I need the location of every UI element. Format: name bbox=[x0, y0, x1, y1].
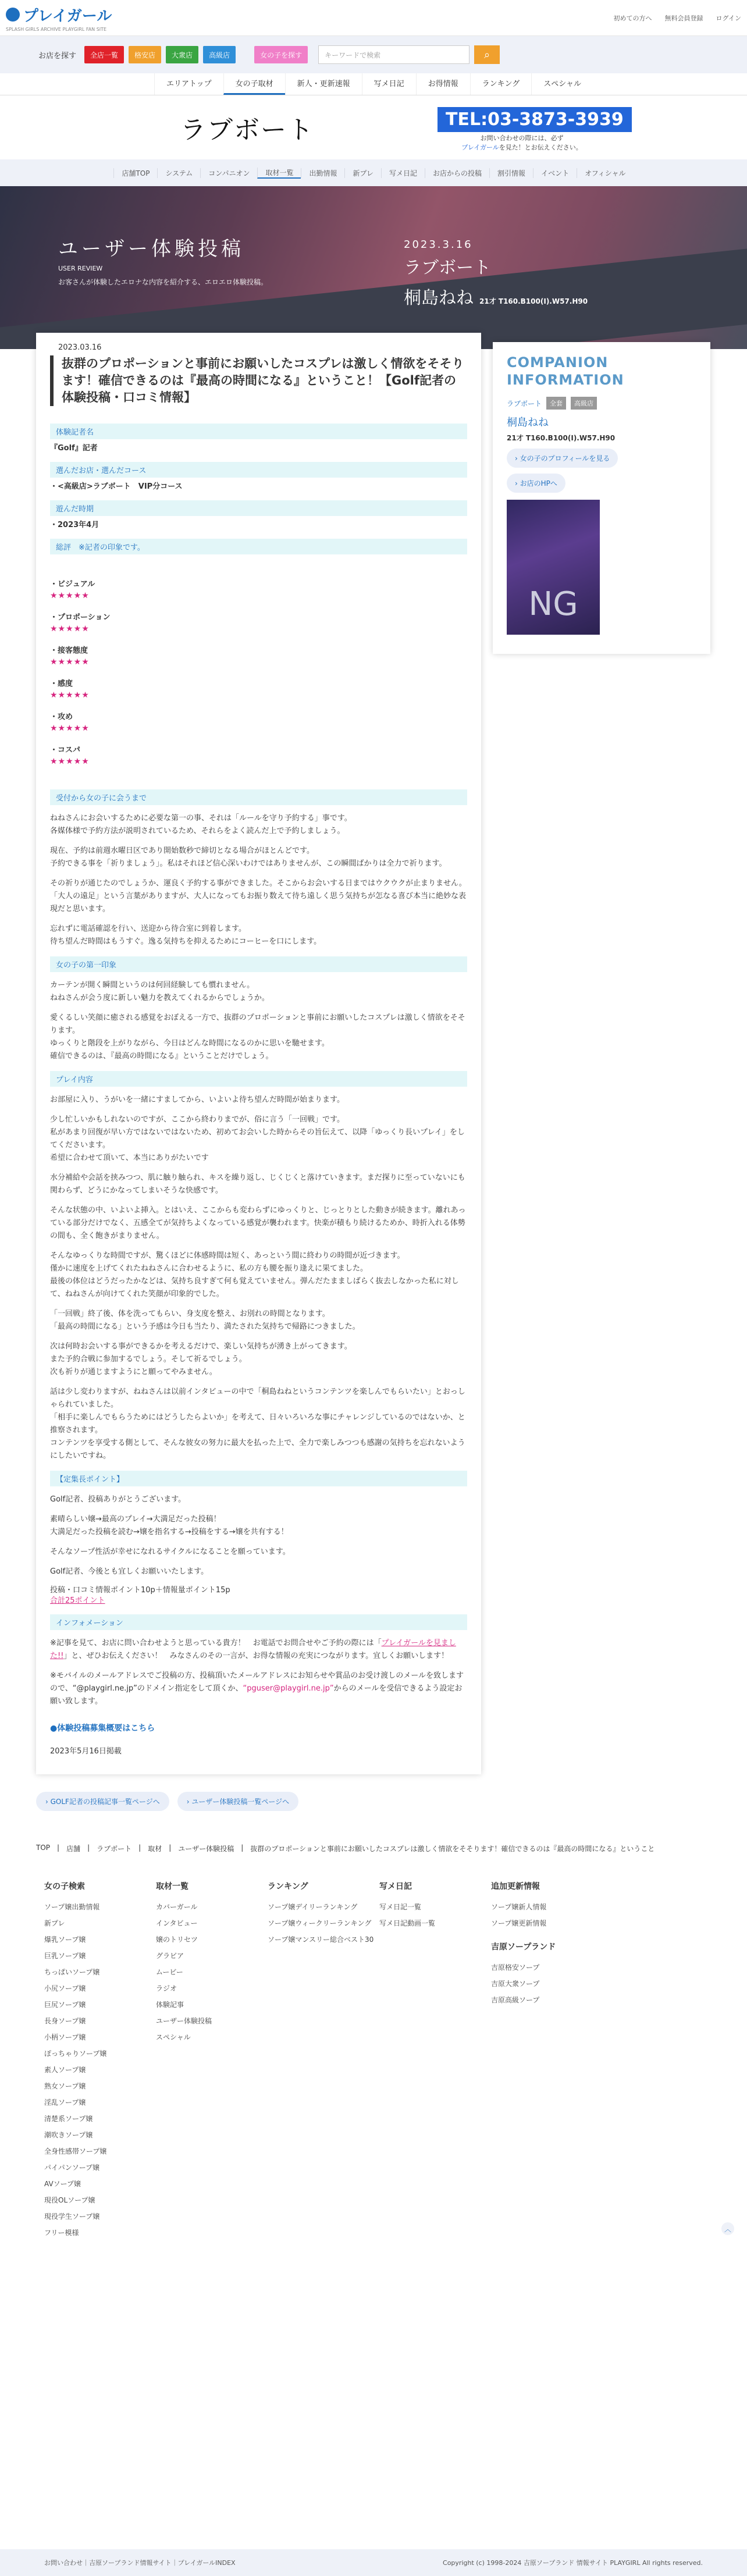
logo-text: プレイガール bbox=[23, 7, 112, 25]
footer-col: 取材一覧 カバーガール インタビュー 嬢のトリセツ グラビア ムービー ラジオ 体験記事 ユーザー体験投稿 スペシャル bbox=[156, 1880, 268, 2241]
footer-link[interactable]: ラジオ bbox=[156, 1984, 177, 1993]
footer-link[interactable]: 体験記事 bbox=[156, 2001, 184, 2009]
section-reception: 受付から女の子に会うまで bbox=[50, 789, 467, 805]
gnav-new[interactable]: 新人・更新速報 bbox=[285, 73, 362, 95]
snav-diary[interactable]: 写メ日記 bbox=[381, 168, 425, 178]
paragraph: ねねさんにお会いするために必要な第一の事、それは「ルールを守り予約する」事です。 各媒体様で予約方法が説明されているため、それらをよく読んだ上で予約しましょう。 bbox=[50, 814, 352, 835]
paragraph: 忘れずに電話確認を行い、送迎から待合室に到着します。 待ち望んだ時間はもうすぐ。逸る気持ちを抑えるためにコーヒーを口にします。 bbox=[50, 924, 322, 946]
breadcrumb: TOP | 店舗 | ラブボート | 取材 | ユーザー体験投稿 | 抜群のプロポーションと事前にお願いしたコスプレは激しく情欲をそそります！確信できるのは『最高の時間になる』ということ bbox=[36, 1844, 655, 1853]
companion-photo[interactable]: NG bbox=[507, 500, 600, 635]
footer-link[interactable]: パイパンソープ嬢 bbox=[44, 2164, 100, 2172]
tag-category: 全套 bbox=[546, 397, 566, 410]
footer-link[interactable]: 写メ日記動画一覧 bbox=[379, 1919, 436, 1927]
first-impression-body bbox=[50, 979, 467, 1063]
section-first-impression: 女の子の第一印象 bbox=[50, 956, 467, 972]
section-course: 選んだお店・選んだコース bbox=[50, 462, 467, 478]
pguser-email[interactable]: “pguser@playgirl.ne.jp” bbox=[243, 1684, 334, 1693]
rating-stars: ★★★★★ bbox=[50, 624, 90, 634]
paragraph: 現在、予約は前週水曜日区であり開始数秒で締切となる場合がほとんどです。 予約できる事を「祈りましょう」。私はそれほど信心深いわけではありませんが、この瞬間ばかりは全力で祈ります。 bbox=[50, 846, 447, 868]
footer-link[interactable]: 熟女ソープ嬢 bbox=[44, 2082, 86, 2090]
footer-col: ランキング ソープ嬢デイリーランキング ソープ嬢ウィークリーランキング ソープ嬢マンスリー総合ベスト30 bbox=[268, 1880, 379, 2241]
snav-new[interactable]: 新プレ bbox=[344, 168, 381, 178]
hero-date: 2023.3.16 bbox=[404, 239, 473, 251]
logo-mark-icon bbox=[6, 8, 20, 22]
tel-note-2: を見た！とお伝えください。 bbox=[499, 144, 582, 151]
points-text: 投稿・口コミ情報ポイント10p＋情報量ポイント15p bbox=[50, 1586, 230, 1595]
crumb-current: 抜群のプロポーションと事前にお願いしたコスプレは激しく情欲をそそります！確信できるのは『最高の時間になる』ということ bbox=[250, 1845, 655, 1853]
footer-link[interactable]: ムービー bbox=[156, 1968, 183, 1976]
paragraph: 「一回戦」終了後、体を洗ってもらい、身支度を整え、お別れの時間となります。 「最高の時間になる」という予感は今日も当たり、満たされた気持ちで帰路につきました。 bbox=[50, 1310, 360, 1331]
snav-event[interactable]: イベント bbox=[533, 168, 577, 178]
snav-official[interactable]: オフィシャル bbox=[577, 168, 633, 178]
logo-tagline: SPLASH GIRLS ARCHIVE PLAYGIRL FAN SITE bbox=[6, 26, 107, 32]
footer-link[interactable]: ユーザー体験投稿 bbox=[156, 2017, 212, 2025]
paragraph: 次は何時お会いする事ができるかを考えるだけで、楽しい気持ちが湧き上がってきます。 また予約合戦に参加するでしょう。そして祈るでしょう。 次も祈りが通じますようにと願ってやみません。 bbox=[50, 1342, 352, 1376]
footer-link[interactable]: 小尻ソープ嬢 bbox=[44, 1984, 86, 1993]
paragraph: 素晴らしい嬢→最高のプレイ→大満足だった投稿！ 大満足だった投稿を読む→嬢を指名する→投稿をする→嬢を共有する！ bbox=[50, 1515, 289, 1536]
footer-link[interactable]: カバーガール bbox=[156, 1903, 198, 1911]
paragraph: そんな状態の中、いよいよ挿入。とはいえ、ここからも変わらずにゆっくりと、じっとりとした動きが続きます。離れあっている部分だけでなく、五感全てが気持ちよくなっている感覚が襲われます。快楽が積もり続けるためか、時折入れる体勢の間も、全く飽きがまりません。 bbox=[50, 1206, 466, 1240]
gnav-deals[interactable]: お得情報 bbox=[416, 73, 470, 95]
scroll-top-icon[interactable]: ︿ bbox=[721, 2222, 734, 2235]
footer-link[interactable]: 爆乳ソープ嬢 bbox=[44, 1935, 86, 1944]
footer-link[interactable]: 潮吹きソープ嬢 bbox=[44, 2131, 93, 2139]
footer-link[interactable]: 吉原格安ソープ bbox=[491, 1963, 540, 1972]
paragraph: 愛くるしい笑顔に癒される感覚をおぼえる一方で、抜群のプロポーションと事前にお願いしたコスプレは激しく情欲をそそります。 ゆっくりと階段を上がりながら、今日はどんな時間になるのかに思いを馳せます。 確信できるのは、『最高の時間になる』ということだけでしょう。 bbox=[50, 1013, 465, 1061]
rating-stars: ★★★★★ bbox=[50, 724, 90, 733]
playgirl-mention: プレイガールを見ました!! bbox=[50, 1639, 456, 1660]
footer-link[interactable]: インタビュー bbox=[156, 1919, 198, 1927]
footer-link[interactable]: 清楚系ソープ嬢 bbox=[44, 2115, 93, 2123]
recruit-link[interactable]: ●体験投稿募集概要はこちら bbox=[50, 1724, 155, 1733]
hero-girl: 桐島ねね bbox=[404, 288, 474, 308]
editor-body bbox=[50, 1493, 467, 1578]
hero-desc: お客さんが体験したエロナな内容を紹介する、エロエロ体験投稿。 bbox=[58, 278, 268, 286]
ratings bbox=[50, 578, 467, 766]
hero-title: ユーザー体験投稿 bbox=[58, 237, 244, 261]
snav-schedule[interactable]: 出勤情報 bbox=[301, 168, 344, 178]
footer-link[interactable]: 巨尻ソープ嬢 bbox=[44, 2001, 86, 2009]
all-shops-button[interactable]: 全店一覧 bbox=[84, 46, 124, 63]
footer-link[interactable]: 吉原大衆ソープ bbox=[491, 1980, 540, 1988]
section-reporter: 体験記者名 bbox=[50, 424, 467, 439]
footer-link[interactable]: ソープ嬢出勤情報 bbox=[44, 1903, 100, 1911]
budget-shops-button[interactable]: 格安店 bbox=[129, 46, 161, 63]
chevron-right-icon: › bbox=[515, 454, 520, 462]
popular-shops-button[interactable]: 大衆店 bbox=[166, 46, 198, 63]
site-logo[interactable] bbox=[6, 4, 112, 32]
crumb-shop[interactable]: ラブボート bbox=[97, 1845, 132, 1853]
footer-link[interactable]: 長身ソープ嬢 bbox=[44, 2017, 86, 2025]
rating-stars: ★★★★★ bbox=[50, 591, 90, 600]
paragraph: お部屋に入り、うがいを一緒にすましてから、いよいよ待ち望んだ時間が始まります。 bbox=[50, 1095, 344, 1104]
companion-name[interactable]: 桐島ねね bbox=[507, 417, 549, 429]
footer-col: 追加更新情報 ソープ嬢新人情報 ソープ嬢更新情報 吉原ソープランド 吉原格安ソープ 吉原大衆ソープ 吉原高級ソープ bbox=[491, 1880, 603, 2241]
section-period: 遊んだ時期 bbox=[50, 500, 467, 516]
footer-link[interactable]: 素人ソープ嬢 bbox=[44, 2066, 86, 2074]
paragraph: その祈りが通じたのでしょうか、運良く予約する事ができました。そこからお会いする日まではウクウクが止まりません。 「大人の遠足」という言葉がありますが、大人になってもお振り数えて待ち遠しく思う気持ちが怎なる喜び本当に絶妙な表現だと思います。 bbox=[50, 879, 467, 913]
rating-item: ・感度 ★★★★★ bbox=[50, 677, 467, 700]
hero-banner bbox=[0, 186, 747, 349]
rating-item: ・攻め ★★★★★ bbox=[50, 710, 467, 733]
paragraph: そんなゆっくりな時間ですが、驚くほどに体感時間は短く、あっという間に終わりの時間が近づきます。 僅かに速度を上げてくれたねねさんに合わせるように、私の方も腰を振り逢えに果てました。 最後の体位はどうだったかなどは、気持ち良すぎて何も覚えていません。弾んだたまましばらく抜去しなかった私に対して、ねねさんが向けてくれた笑顔が印象的でした。 bbox=[50, 1251, 459, 1298]
snav-system[interactable]: システム bbox=[157, 168, 200, 178]
footer-link[interactable]: グラビア bbox=[156, 1952, 184, 1960]
golf-posts-button[interactable]: › GOLF記者の投稿記事一覧ページへ bbox=[36, 1792, 169, 1811]
global-nav bbox=[0, 73, 747, 95]
bottom-buttons bbox=[0, 1774, 747, 1811]
footer-link[interactable]: ソープ嬢ウィークリーランキング bbox=[268, 1919, 372, 1927]
tag-grade: 高級店 bbox=[571, 397, 597, 410]
companion-info-title: COMPANION INFORMATION bbox=[507, 354, 624, 388]
companion-info bbox=[493, 342, 710, 654]
search-bar bbox=[0, 36, 747, 73]
tel-note-1: お問い合わせの際には、必ず bbox=[480, 134, 564, 142]
footer-bar bbox=[0, 2549, 747, 2576]
companion-shop[interactable]: ラブボート bbox=[507, 399, 542, 408]
crumb-report[interactable]: 取材 bbox=[148, 1845, 162, 1853]
article bbox=[36, 333, 481, 1774]
course-value: ・<高級店>ラブボート VIP分コース bbox=[50, 482, 183, 491]
footer-links-text[interactable]: お問い合わせ｜吉原ソープランド情報サイト｜プレイガールINDEX bbox=[44, 2559, 236, 2567]
footer-link[interactable]: 写メ日記一覧 bbox=[379, 1903, 422, 1911]
crumb-top[interactable]: TOP bbox=[36, 1844, 51, 1852]
section-play: プレイ内容 bbox=[50, 1071, 467, 1087]
hero-info bbox=[404, 239, 588, 309]
shop-header bbox=[0, 95, 747, 159]
paragraph: 話は少し変わりますが、ねねさんは以前インタビューの中で「桐島ねねというコンテンツを楽しんでもらいたい」とおっしゃられていました。 「相手に楽しんでもらうためにはどうしたらよいか」を考えて、日々いろいろな事にチャレンジしているのではないか、と推察されます。 コンテンツを享受する側として、そんな彼女の努力に最大を払った上で、全力で楽しみつつも感謝の気持ちを忘れないようにしたいですね。 bbox=[50, 1387, 465, 1460]
footer-col: 写メ日記 写メ日記一覧 写メ日記動画一覧 bbox=[379, 1880, 491, 2241]
footer-link[interactable]: ソープ嬢デイリーランキング bbox=[268, 1903, 358, 1911]
play-body bbox=[50, 1094, 467, 1463]
section-info: インフォメーション bbox=[50, 1614, 467, 1630]
reception-body bbox=[50, 812, 467, 948]
footer-link[interactable]: ソープ嬢新人情報 bbox=[491, 1903, 547, 1911]
register-link[interactable]: 無料会員登録 bbox=[664, 14, 703, 22]
footer-link[interactable]: 現役学生ソープ嬢 bbox=[44, 2212, 100, 2221]
shop-nav bbox=[0, 159, 747, 186]
snav-companion[interactable]: コンパニオン bbox=[200, 168, 257, 178]
companion-spec: 21才 T160.B100(I).W57.H90 bbox=[507, 434, 616, 442]
gnav-area-top[interactable]: エリアトップ bbox=[154, 73, 223, 95]
info-mail: ※モバイルのメールアドレスでご投稿の方、投稿頂いたメールアドレスにお知らせや賞品のお受け渡しのメールを致しますので、“@playgirl.ne.jp”のドメイン指定をして頂くか、“pguser@playgirl.ne.jp”からのメールを受信できるよう設定お願い致します。 bbox=[50, 1671, 464, 1706]
login-link[interactable]: ログイン bbox=[716, 14, 741, 22]
hero-title-block bbox=[58, 233, 268, 287]
rating-item: ・ビジュアル ★★★★★ bbox=[50, 578, 467, 600]
footer-col: 女の子検索 ソープ嬢出勤情報 新プレ 爆乳ソープ嬢 巨乳ソープ嬢 ちっぱいソープ嬢 小尻ソープ嬢 巨尻ソープ嬢 長身ソープ嬢 小柄ソープ嬢 ぽっちゃりソープ嬢 素人ソープ嬢 熟女ソープ嬢 淫乱ソープ嬢 清楚系ソープ嬢 潮吹きソープ嬢 全身性感帯ソープ嬢 パイパンソープ嬢 AVソープ嬢 現役OLソープ嬢 現役学生ソープ嬢 フリー模様 bbox=[44, 1880, 156, 2241]
rating-item: ・接客態度 ★★★★★ bbox=[50, 644, 467, 667]
footer-links bbox=[0, 1853, 747, 2241]
section-overall: 総評 ※記者の印象です。 bbox=[50, 539, 467, 554]
user-posts-button[interactable]: › ユーザー体験投稿一覧ページへ bbox=[177, 1792, 298, 1811]
publish-date: 2023年5月16日掲載 bbox=[50, 1747, 122, 1756]
hero-en: USER REVIEW bbox=[58, 265, 103, 272]
gnav-special[interactable]: スペシャル bbox=[531, 73, 593, 95]
snav-posts[interactable]: お店からの投稿 bbox=[425, 168, 489, 178]
gnav-diary[interactable]: 写メ日記 bbox=[362, 73, 416, 95]
info-call: ※記事を見て、お店に問い合わせようと思っている貴方！ お電話でお問合せやご予約の際には「プレイガールを見ました!!」と、ぜひお伝えください！ みなさんのその一言が、お得な情報の充実につながります。宜しくお願いします！ bbox=[50, 1639, 456, 1660]
find-girl-button[interactable]: 女の子を探す bbox=[254, 46, 308, 63]
gnav-ranking[interactable]: ランキング bbox=[470, 73, 532, 95]
search-icon[interactable]: ⌕ bbox=[474, 45, 500, 64]
paragraph: そんなソープ性活が幸せになれるサイクルになることを願っています。 bbox=[50, 1547, 290, 1556]
rating-item: ・プロポーション ★★★★★ bbox=[50, 611, 467, 634]
copyright: Copyright (c) 1998-2024 吉原ソープランド 情報サイト PLAYGIRL All rights reserved. bbox=[443, 2559, 703, 2567]
snav-discount[interactable]: 割引情報 bbox=[489, 168, 533, 178]
footer-link[interactable]: フリー模様 bbox=[44, 2229, 79, 2237]
shop-name: ラブボート bbox=[180, 115, 314, 145]
hero-shop: ラブボート bbox=[404, 258, 491, 278]
footer-link[interactable]: ちっぱいソープ嬢 bbox=[44, 1968, 100, 1976]
shop-search-label: お店を探す bbox=[38, 51, 77, 61]
search-input[interactable]: キーワードで検索 bbox=[318, 45, 469, 64]
site-header bbox=[0, 0, 747, 36]
crumb-shops[interactable]: 店舗 bbox=[66, 1845, 81, 1853]
footer-link[interactable]: 小柄ソープ嬢 bbox=[44, 2033, 86, 2041]
footer-link[interactable]: 巨乳ソープ嬢 bbox=[44, 1952, 86, 1960]
paragraph: 水分補給や会話を挟みつつ、肌に触り触られ、キスを繰り返し、じくじくと落けていきます。まだ探りに至っていないにも関わらず、どうにかなってしまいそうな快感です。 bbox=[50, 1173, 465, 1195]
chevron-right-icon: › bbox=[515, 479, 520, 488]
snav-top[interactable]: 店舗TOP bbox=[113, 168, 157, 178]
paragraph: Golf記者、投稿ありがとうございます。 bbox=[50, 1495, 186, 1504]
rating-stars: ★★★★★ bbox=[50, 657, 90, 667]
footer-link[interactable]: 新プレ bbox=[44, 1919, 65, 1927]
footer-link[interactable]: 吉原高級ソープ bbox=[491, 1996, 540, 2004]
luxury-shops-button[interactable]: 高級店 bbox=[203, 46, 236, 63]
gnav-girl-report[interactable]: 女の子取材 bbox=[223, 73, 285, 95]
footer-link[interactable]: 嬢のトリセツ bbox=[156, 1935, 198, 1944]
main-content bbox=[0, 333, 747, 1774]
rating-item: ・コスパ ★★★★★ bbox=[50, 743, 467, 766]
total-points: 合計25ポイント bbox=[50, 1596, 105, 1605]
tel-note-brand: プレイガール bbox=[461, 144, 499, 151]
profile-button[interactable]: › 女の子のプロフィールを見る bbox=[507, 449, 618, 468]
snav-reports[interactable]: 取材一覧 bbox=[257, 168, 301, 179]
footer-link[interactable]: 淫乱ソープ嬢 bbox=[44, 2098, 86, 2107]
crumb-user-post[interactable]: ユーザー体験投稿 bbox=[178, 1845, 234, 1853]
article-title: 抜群のプロポーションと事前にお願いしたコスプレは激しく情欲をそそります！確信できるのは『最高の時間になる』ということ！【Golf記者の体験投稿・口コミ情報】 bbox=[50, 355, 467, 406]
tel-note bbox=[437, 134, 606, 152]
paragraph: Golf記者、今後とも宜しくお願いいたします。 bbox=[50, 1567, 209, 1576]
rating-stars: ★★★★★ bbox=[50, 691, 90, 700]
footer-link[interactable]: 現役OLソープ嬢 bbox=[44, 2196, 95, 2204]
top-links bbox=[614, 13, 741, 23]
hero-spec: 21才 T160.B100(I).W57.H90 bbox=[479, 297, 588, 305]
section-editor: 【定集長ポイント】 bbox=[50, 1471, 467, 1486]
footer-link[interactable]: AVソープ嬢 bbox=[44, 2180, 81, 2188]
first-time-link[interactable]: 初めての方へ bbox=[613, 14, 652, 22]
shop-tel[interactable]: TEL:03-3873-3939 bbox=[437, 107, 632, 132]
footer-link[interactable]: ソープ嬢更新情報 bbox=[491, 1919, 547, 1927]
rating-stars: ★★★★★ bbox=[50, 757, 90, 766]
shop-hp-button[interactable]: › お店のHPへ bbox=[507, 474, 565, 493]
period-value: ・2023年4月 bbox=[50, 521, 99, 529]
article-date: 2023.03.16 bbox=[58, 343, 102, 352]
footer-link[interactable]: スペシャル bbox=[156, 2033, 191, 2041]
footer-link[interactable]: ぽっちゃりソープ嬢 bbox=[44, 2050, 107, 2058]
footer-link[interactable]: 全身性感帯ソープ嬢 bbox=[44, 2147, 107, 2155]
footer-link[interactable]: ソープ嬢マンスリー総合ベスト30 bbox=[268, 1935, 374, 1944]
paragraph: カーテンが開く瞬間というのは何回経験しても慣れません。 ねねさんが会う度に新しい魅力を教えてくれるからでしょうか。 bbox=[50, 981, 269, 1002]
paragraph: 少し忙しいかもしれないのですが、ここから終わりまでが、俗に言う「一回戦」です。 私があまり回復が早い方ではないではないため、初めてお会いした時からその旨伝えて、以降「ゆっくり長いプレイ」をしてくださいます。 希望に合わせて頂いて、本当にありがたいです bbox=[50, 1115, 465, 1162]
reporter-name: 『Golf』記者 bbox=[50, 444, 98, 453]
